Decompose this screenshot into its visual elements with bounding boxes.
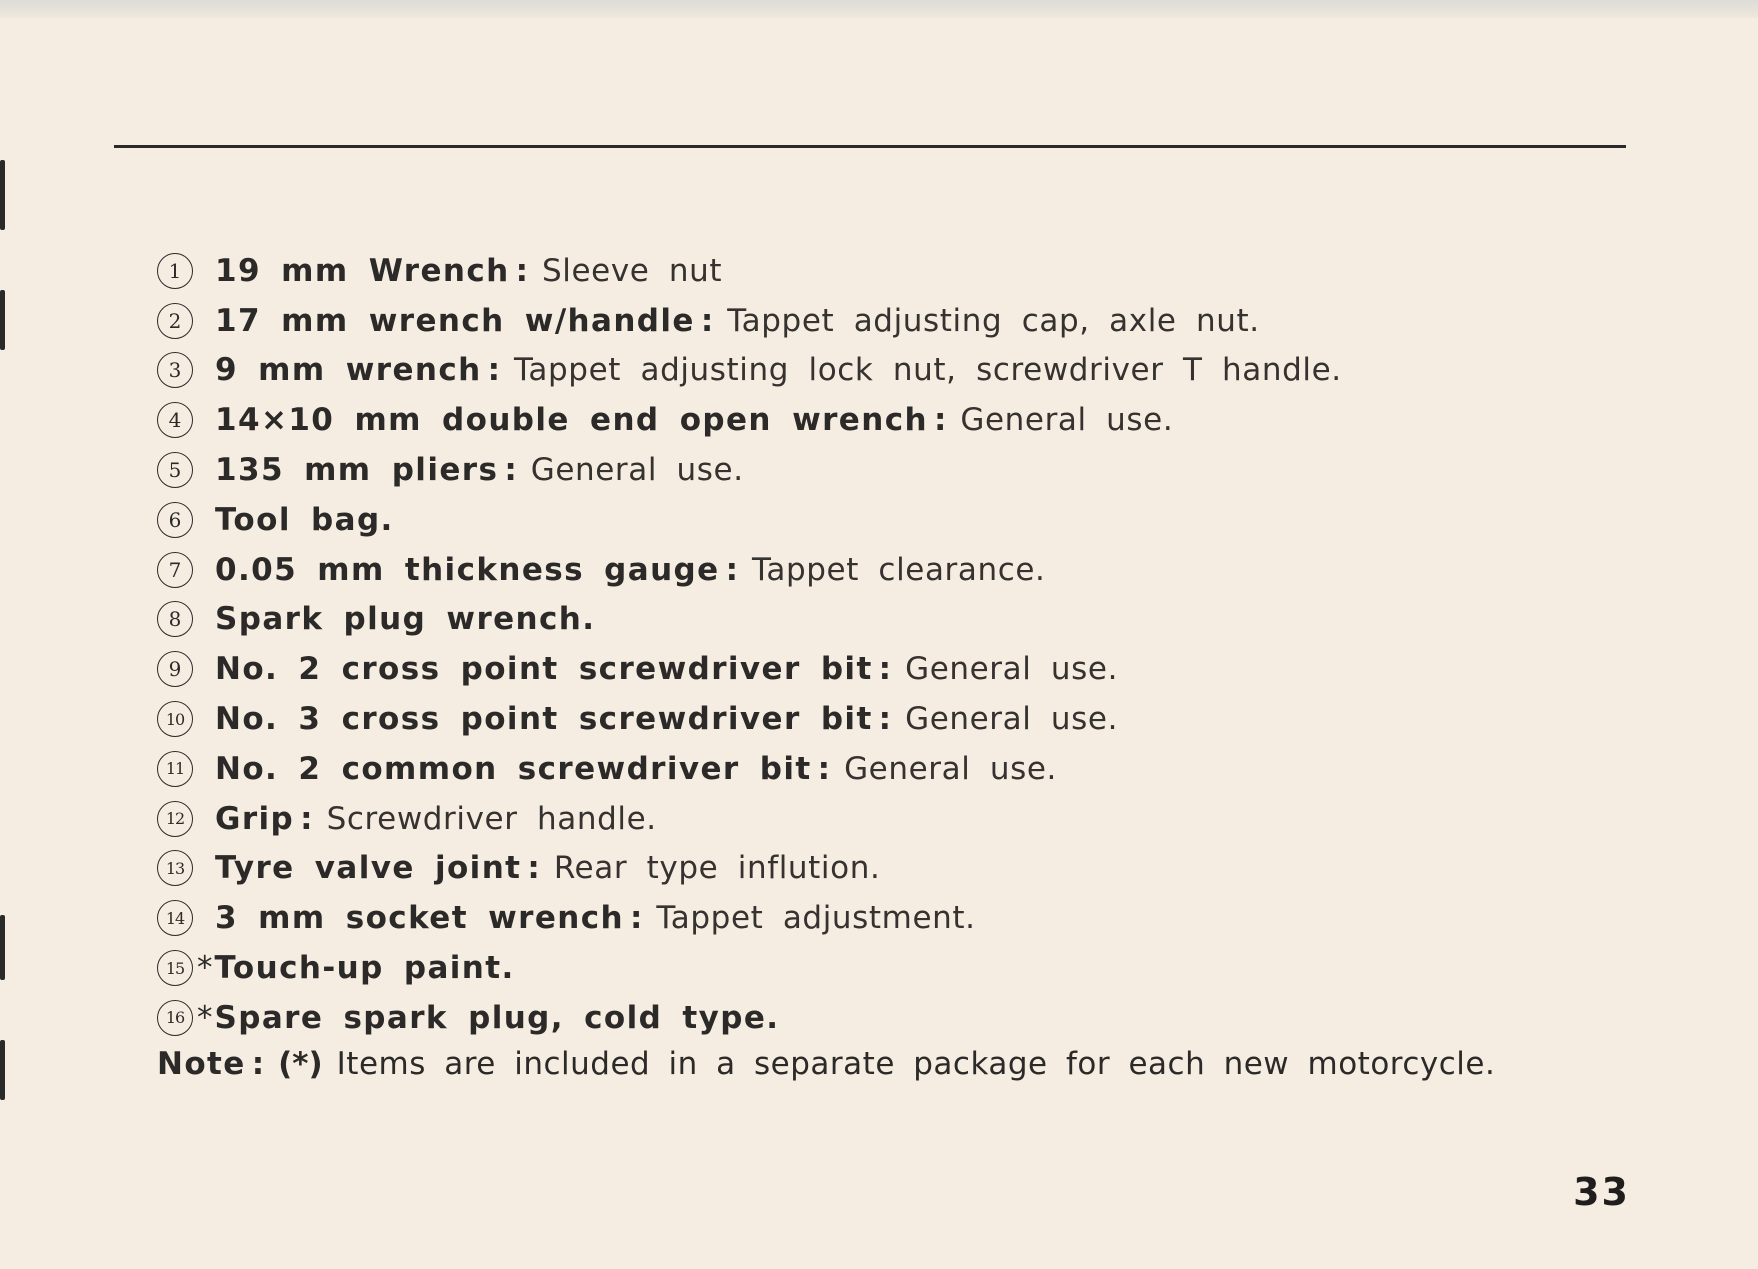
- item-colon: :: [817, 750, 831, 787]
- binding-mark: [0, 1040, 5, 1100]
- list-item: [157, 943, 1657, 993]
- item-colon: :: [487, 352, 501, 389]
- item-description: Tappet adjusting lock nut, screwdriver T handle.: [514, 352, 1342, 389]
- note-label: Note: [157, 1046, 246, 1082]
- item-colon: :: [725, 551, 738, 588]
- item-name: No. 2 cross point screwdriver bit: [215, 651, 873, 688]
- item-name: No. 2 common screwdriver bit: [215, 750, 812, 787]
- item-number: 3: [157, 352, 193, 388]
- header-rule: [114, 145, 1626, 148]
- item-colon: :: [878, 701, 892, 738]
- separate-package-marker: *: [197, 999, 213, 1036]
- item-number: 13: [157, 850, 193, 886]
- list-item: [157, 595, 1657, 645]
- item-description: General use.: [905, 701, 1119, 738]
- tool-list: [157, 246, 1657, 1043]
- item-name: 9 mm wrench: [215, 352, 482, 389]
- item-colon: :: [527, 850, 540, 887]
- item-colon: :: [933, 402, 947, 439]
- note-colon: :: [251, 1046, 265, 1082]
- item-name: No. 3 cross point screwdriver bit: [215, 701, 873, 738]
- separate-package-marker: *: [197, 950, 213, 987]
- item-name: Spark plug wrench.: [215, 601, 596, 638]
- item-name: 17 mm wrench w/handle: [215, 302, 695, 339]
- list-item: [157, 246, 1657, 296]
- item-number: 11: [157, 751, 193, 787]
- binding-mark: [0, 160, 5, 230]
- list-item: [157, 893, 1657, 943]
- item-name: 135 mm pliers: [215, 452, 499, 489]
- list-item: [157, 495, 1657, 545]
- list-item: [157, 545, 1657, 595]
- item-name: Touch-up paint.: [214, 950, 515, 987]
- item-colon: :: [504, 452, 517, 489]
- item-colon: :: [629, 900, 643, 937]
- item-number: 15: [157, 950, 193, 986]
- list-item: [157, 844, 1657, 894]
- item-description: Tappet clearance.: [751, 551, 1046, 588]
- item-description: Tappet adjusting cap, axle nut.: [727, 302, 1260, 339]
- item-name: Spare spark plug, cold type.: [214, 999, 780, 1036]
- item-number: 12: [157, 801, 193, 837]
- list-item: [157, 744, 1657, 794]
- item-description: General use.: [844, 750, 1058, 787]
- item-number: 6: [157, 502, 193, 538]
- page-number: 33: [1573, 1170, 1630, 1214]
- item-name: 19 mm Wrench: [215, 252, 510, 289]
- item-description: General use.: [960, 402, 1174, 439]
- item-description: Tappet adjustment.: [656, 900, 976, 937]
- list-item: [157, 644, 1657, 694]
- item-description: Screwdriver handle.: [326, 800, 657, 837]
- item-number: 8: [157, 601, 193, 637]
- item-name: Grip: [215, 800, 295, 837]
- binding-mark: [0, 290, 5, 350]
- item-name: 14×10 mm double end open wrench: [215, 402, 928, 439]
- note: [157, 1046, 1495, 1082]
- note-text: Items are included in a separate package for each new motorcycle.: [336, 1046, 1496, 1082]
- binding-mark: [0, 915, 5, 980]
- page-top-edge: [0, 0, 1758, 18]
- item-colon: :: [700, 302, 714, 339]
- item-number: 14: [157, 900, 193, 936]
- list-item: [157, 993, 1657, 1043]
- list-item: [157, 346, 1657, 396]
- list-item: [157, 794, 1657, 844]
- item-number: 5: [157, 452, 193, 488]
- item-number: 7: [157, 552, 193, 588]
- item-name: 0.05 mm thickness gauge: [215, 551, 720, 588]
- item-number: 1: [157, 253, 193, 289]
- item-description: Sleeve nut: [542, 252, 723, 289]
- note-marker: (*): [278, 1046, 323, 1082]
- item-description: General use.: [530, 452, 744, 489]
- item-description: General use.: [905, 651, 1119, 688]
- item-number: 4: [157, 402, 193, 438]
- list-item: [157, 694, 1657, 744]
- item-number: 9: [157, 651, 193, 687]
- list-item: [157, 395, 1657, 445]
- item-colon: :: [878, 651, 892, 688]
- item-number: 10: [157, 701, 193, 737]
- item-number: 16: [157, 1000, 193, 1036]
- item-name: Tyre valve joint: [215, 850, 522, 887]
- list-item: [157, 296, 1657, 346]
- item-description: Rear type inflution.: [553, 850, 881, 887]
- item-number: 2: [157, 303, 193, 339]
- item-name: Tool bag.: [215, 501, 394, 538]
- item-colon: :: [300, 800, 313, 837]
- item-colon: :: [515, 252, 529, 289]
- list-item: [157, 445, 1657, 495]
- item-name: 3 mm socket wrench: [215, 900, 624, 937]
